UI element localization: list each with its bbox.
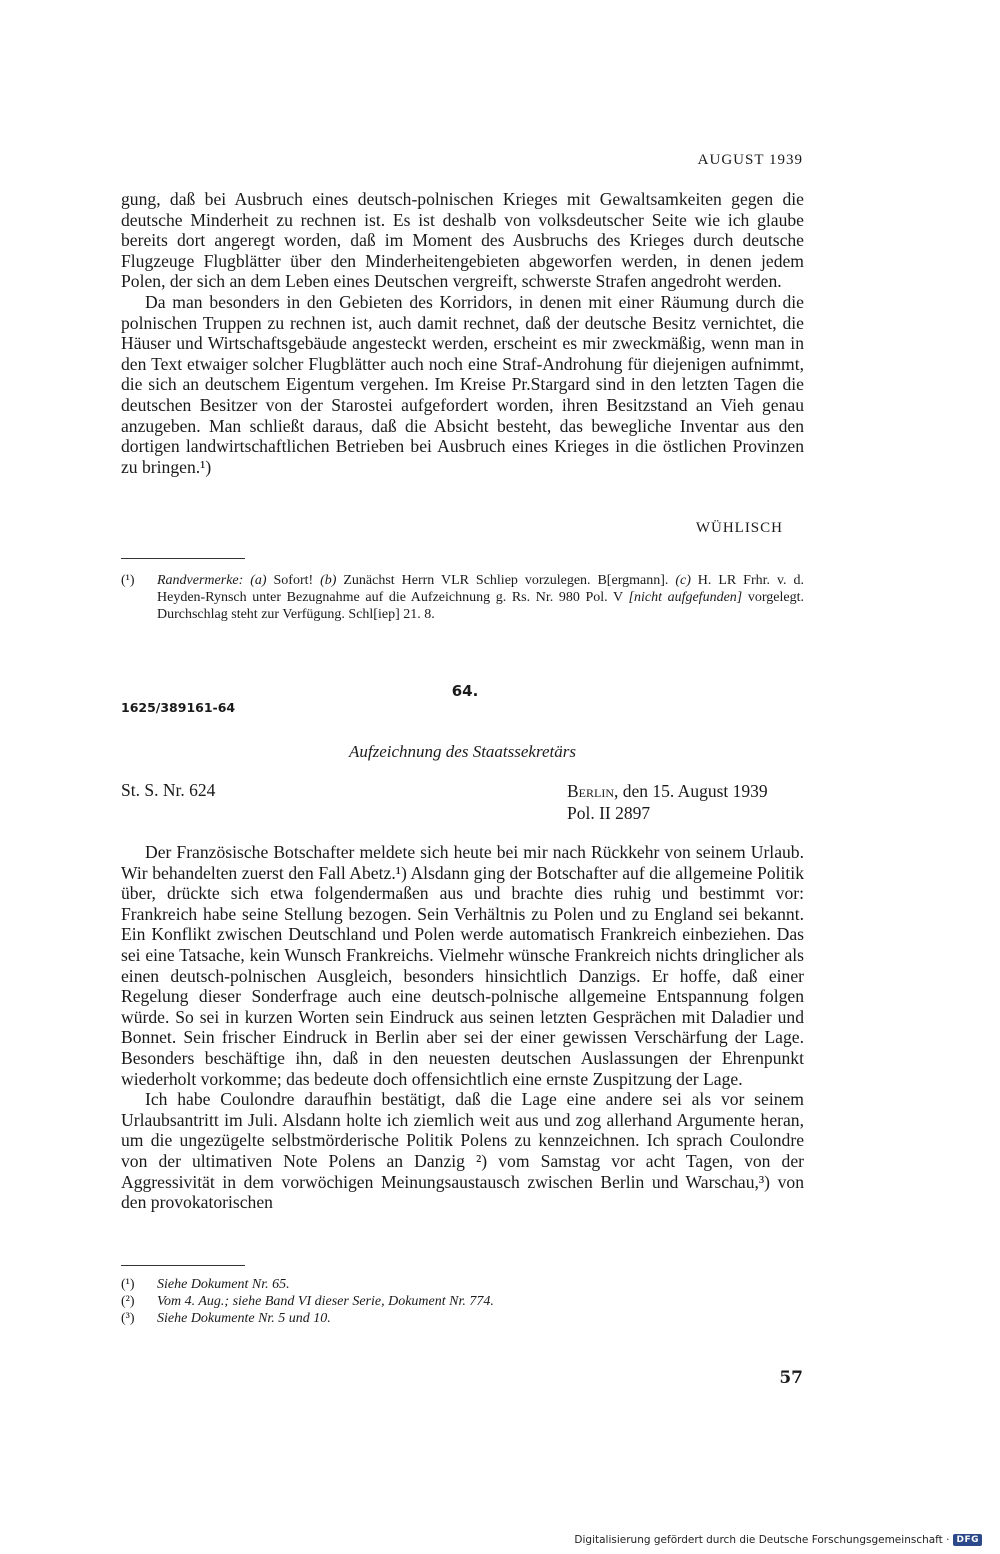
file-number: 1625/389161-64 <box>121 700 236 715</box>
paragraph: gung, daß bei Ausbruch eines deutsch-polnischen Krieges mit Gewaltsamkeiten gegen die deutsche Minderheit zu rechnen ist. Es ist deshalb von volksdeutscher Seite wie ich glaube bereits dort angeregt worden, daß im Moment des Ausbruchs des Krieges durch deutsche Flugzeuge Flugblätter über den Minderheitengebieten abgeworfen werden, in denen jedem Polen, der sich an dem Leben eines Deutschen vergreift, schwerste Strafen angedroht werden. <box>121 189 804 292</box>
page-number: 57 <box>779 1368 803 1388</box>
footnote <box>121 1276 804 1293</box>
reference-number: St. S. Nr. 624 <box>121 780 216 800</box>
document-number: 64. <box>451 682 479 700</box>
place-date <box>567 780 768 824</box>
footnote-text: Vom 4. Aug.; siehe Band VI dieser Serie, Dokument Nr. 774. <box>157 1294 494 1309</box>
banner-text: Digitalisierung gefördert durch die Deutsche Forschungsgemeinschaft · <box>574 1534 950 1546</box>
footnote-text <box>157 572 804 623</box>
footnote-label: (c) <box>675 573 691 588</box>
footnote-number: (²) <box>121 1294 135 1309</box>
text-section-continued <box>121 189 804 477</box>
footnote-divider <box>121 558 245 559</box>
footnote-segment: H. LR Frhr. v. d. Heyden-Rynsch unter Bezugnahme auf die Aufzeichnung g. Rs. Nr. 980 Pol. V <box>157 573 804 605</box>
footnote-block-1 <box>121 572 804 623</box>
footnote <box>121 572 804 623</box>
footnote <box>121 1310 804 1327</box>
document-body <box>121 842 804 1213</box>
footnote-label: (b) <box>320 573 337 588</box>
footnote-label: Randvermerke: (a) <box>157 573 267 588</box>
running-head: AUGUST 1939 <box>697 152 803 168</box>
pol-number: Pol. II 2897 <box>567 803 651 823</box>
date: , den 15. August 1939 <box>614 781 768 801</box>
footnote-segment: [nicht aufgefunden] <box>628 590 743 605</box>
footnote-number: (¹) <box>121 1277 135 1292</box>
document-title: Aufzeichnung des Staatssekretärs <box>349 742 576 761</box>
footnote-divider <box>121 1265 245 1266</box>
footnote-segment: Sofort! <box>266 573 321 588</box>
footnote-number: (³) <box>121 1311 135 1326</box>
paragraph: Der Französische Botschafter meldete sich heute bei mir nach Rückkehr von seinem Urlaub. Wir behandelten zuerst den Fall Abetz.¹) Alsdann ging der Botschafter auf die allgemeine Politik über, drückte sich etwa folgendermaßen aus und brachte dies ruhig und bestimmt vor: Frankreich habe seine Stellung bezogen. Sein Verhältnis zu Polen und zu England sei bekannt. Ein Konflikt zwischen Deutschland und Polen werde automatisch Frankreich einbeziehen. Das sei eine Tatsache, kein Wunsch Frankreichs. Vielmehr wünsche Frankreich nichts dringlicher als einen deutsch-polnischen Ausgleich, besonders hinsichtlich Danzigs. Er hoffe, daß einer Regelung dieser Sonderfrage auch eine deutsch-polnische allgemeine Entspannung folgen würde. So sei in kurzen Worten sein Eindruck aus seinen letzten Gesprächen mit Daladier und Bonnet. Sein frischer Eindruck in Berlin aber sei der einer gewissen Verschärfung der Lage. Besonders beschäftige ihn, daß in den neuesten deutschen Auslassungen der Ehrenpunkt wiederholt vorkomme; das bedeute doch offensichtlich eine ernste Zuspitzung der Lage. <box>121 842 804 1089</box>
footnote-segment: Zunächst Herrn VLR Schliep vorzulegen. B[ergmann]. <box>336 573 676 588</box>
footnote-number: (¹) <box>121 573 135 588</box>
place: Berlin <box>567 781 614 801</box>
place-date-line <box>567 780 768 802</box>
footnote-segment: vorgelegt. Durchschlag steht zur Verfügung. Schl[iep] 21. 8. <box>157 590 804 622</box>
footnote-text: Siehe Dokument Nr. 65. <box>157 1277 290 1292</box>
footnote-block-2 <box>121 1276 804 1327</box>
funding-banner <box>574 1534 982 1546</box>
footnote-text: Siehe Dokumente Nr. 5 und 10. <box>157 1311 331 1326</box>
dfg-logo: DFG <box>953 1534 982 1546</box>
signature: WÜHLISCH <box>695 520 783 536</box>
footnote <box>121 1293 804 1310</box>
paragraph: Da man besonders in den Gebieten des Korridors, in denen mit einer Räumung durch die polnischen Truppen zu rechnen ist, auch damit rechnet, daß der deutsche Besitz vernichtet, die Häuser und Wirtschaftsgebäude angesteckt werden, erscheint es mir zweckmäßig, wenn man in den Text etwaiger solcher Flugblätter auch noch eine Straf-Androhung für diejenigen aufnimmt, die sich an deutschem Eigentum vergehen. Im Kreise Pr.Stargard sind in den letzten Tagen die deutschen Besitzer von der Starostei aufgefordert worden, ihren Besitzstand an Vieh genau anzugeben. Man schließt daraus, daß die Absicht besteht, das bewegliche Inventar aus den dortigen landwirtschaftlichen Betrieben bei Ausbruch eines Krieges in die östlichen Provinzen zu bringen.¹) <box>121 291 804 477</box>
paragraph: Ich habe Coulondre daraufhin bestätigt, daß die Lage eine andere sei als vor seinem Urlaubsantritt im Juli. Alsdann holte ich ziemlich weit aus und zog allerhand Argumente heran, um die ungezügelte selbstmörderische Politik Polens zu kennzeichnen. Ich sprach Coulondre von der ultimativen Note Polens an Danzig ²) vom Samstag vor acht Tagen, von der Aggressivität in dem vorwöchigen Meinungsaustausch zwischen Berlin und Warschau,³) von den provokatorischen <box>121 1089 804 1213</box>
